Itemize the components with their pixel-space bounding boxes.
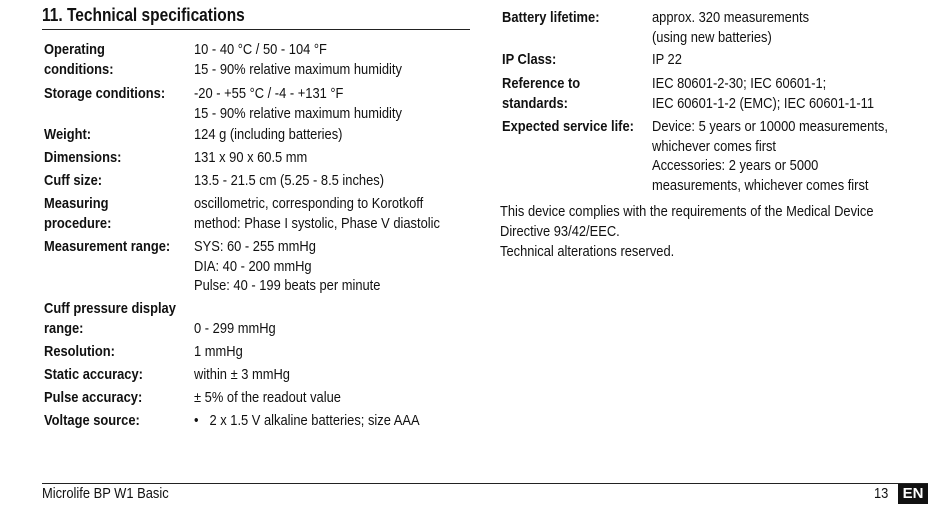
spec-label: [502, 74, 652, 113]
spec-value: [194, 125, 367, 145]
spec-label-line: procedure:: [44, 214, 112, 232]
spec-value: [194, 237, 411, 296]
spec-label-line: Static accuracy:: [44, 366, 143, 383]
spec-value: [652, 8, 835, 47]
spec-label-line: Measuring: [44, 195, 109, 212]
spec-value-line: IEC 80601-2-30; IEC 60601-1;: [652, 75, 827, 92]
spec-label-line: Cuff pressure display: [44, 300, 176, 317]
language-badge: EN: [898, 484, 928, 504]
page-number: 13: [874, 485, 889, 502]
spec-value-line: [194, 299, 289, 319]
spec-value: [194, 194, 480, 233]
spec-value-line: 10 - 40 °C / 50 - 104 °F: [194, 41, 327, 58]
spec-value: [194, 299, 289, 338]
spec-value: [194, 148, 326, 168]
spec-value-line: SYS: 60 - 255 mmHg: [194, 238, 316, 255]
bullet-icon: •: [194, 412, 199, 429]
spec-label-line: Battery lifetime:: [502, 9, 600, 26]
note-line: Directive 93/42/EEC.: [500, 223, 620, 240]
spec-value: [194, 40, 436, 79]
spec-value-line: • 2 x 1.5 V alkaline batteries; size AAA: [194, 412, 420, 429]
spec-label: [44, 342, 194, 362]
spec-label-line: conditions:: [44, 60, 114, 78]
spec-value-line: whichever comes first: [652, 137, 777, 155]
spec-value-line: oscillometric, corresponding to Korotkoff: [194, 195, 424, 212]
spec-label: [44, 299, 194, 338]
spec-label: [44, 171, 194, 191]
spec-label: [502, 117, 652, 137]
spec-label: [44, 388, 194, 408]
spec-value: [194, 365, 306, 385]
footer-product: Microlife BP W1 Basic: [42, 485, 169, 502]
spec-value-line: approx. 320 measurements: [652, 9, 810, 26]
spec-label: [502, 50, 652, 70]
spec-label-line: Storage conditions:: [44, 85, 166, 102]
spec-label-line: Resolution:: [44, 343, 115, 360]
spec-value-line: 124 g (including batteries): [194, 126, 343, 143]
spec-value: [652, 50, 687, 70]
spec-value-line: method: Phase I systolic, Phase V diastolic: [194, 214, 440, 232]
spec-label-line: Pulse accuracy:: [44, 389, 143, 406]
spec-value: [652, 74, 910, 113]
spec-value: [194, 411, 456, 431]
note-line: Technical alterations reserved.: [500, 243, 675, 260]
spec-value: [194, 84, 436, 123]
spec-label: [44, 125, 194, 145]
spec-value: [194, 171, 415, 191]
spec-value-line: (using new batteries): [652, 28, 772, 46]
spec-label-line: Weight:: [44, 126, 92, 143]
spec-label: [44, 194, 194, 233]
spec-label-line: IP Class:: [502, 51, 557, 68]
spec-value-line: -20 - +55 °C / -4 - +131 °F: [194, 85, 344, 102]
note-line: This device complies with the requirements of the Medical Device: [500, 203, 874, 220]
spec-value-line: 15 - 90% relative maximum humidity: [194, 60, 402, 78]
spec-label-line: Reference to: [502, 75, 581, 92]
section-heading: [42, 5, 470, 30]
spec-value-line: 0 - 299 mmHg: [194, 319, 276, 337]
spec-label: [502, 8, 652, 28]
spec-value-line: within ± 3 mmHg: [194, 366, 290, 383]
spec-label-line: standards:: [502, 94, 568, 112]
spec-value-line: measurements, whichever comes first: [652, 176, 869, 194]
spec-label-line: Expected service life:: [502, 118, 634, 135]
spec-label: [44, 84, 194, 104]
spec-label-line: Measurement range:: [44, 238, 171, 255]
spec-value: [194, 388, 365, 408]
spec-value-line: 13.5 - 21.5 cm (5.25 - 8.5 inches): [194, 172, 385, 189]
spec-label: [44, 40, 194, 79]
spec-label: [44, 148, 194, 168]
spec-value-line: 131 x 90 x 60.5 mm: [194, 149, 308, 166]
footer-divider: [42, 483, 928, 484]
spec-value-line: 15 - 90% relative maximum humidity: [194, 104, 402, 122]
spec-value-line: IEC 60601-1-2 (EMC); IEC 60601-1-11: [652, 94, 875, 112]
spec-label-line: Voltage source:: [44, 412, 140, 429]
spec-value-line: Pulse: 40 - 199 beats per minute: [194, 277, 381, 294]
spec-value-line: Accessories: 2 years or 5000: [652, 157, 819, 174]
spec-label: [44, 237, 194, 257]
spec-value-line: IP 22: [652, 51, 682, 68]
spec-label-line: Operating: [44, 41, 105, 58]
spec-value-line: 1 mmHg: [194, 343, 243, 360]
spec-value-line: ± 5% of the readout value: [194, 389, 341, 406]
spec-label-line: range:: [44, 319, 84, 337]
spec-label: [44, 411, 194, 431]
spec-label-line: Dimensions:: [44, 149, 122, 166]
spec-value: [652, 117, 926, 195]
spec-value: [194, 342, 251, 362]
spec-label: [44, 365, 194, 385]
spec-value-line: Device: 5 years or 10000 measurements,: [652, 118, 888, 135]
section-heading-text: 11. Technical specifications: [42, 5, 245, 25]
spec-label-line: Cuff size:: [44, 172, 103, 189]
spec-value-line: DIA: 40 - 200 mmHg: [194, 257, 312, 275]
